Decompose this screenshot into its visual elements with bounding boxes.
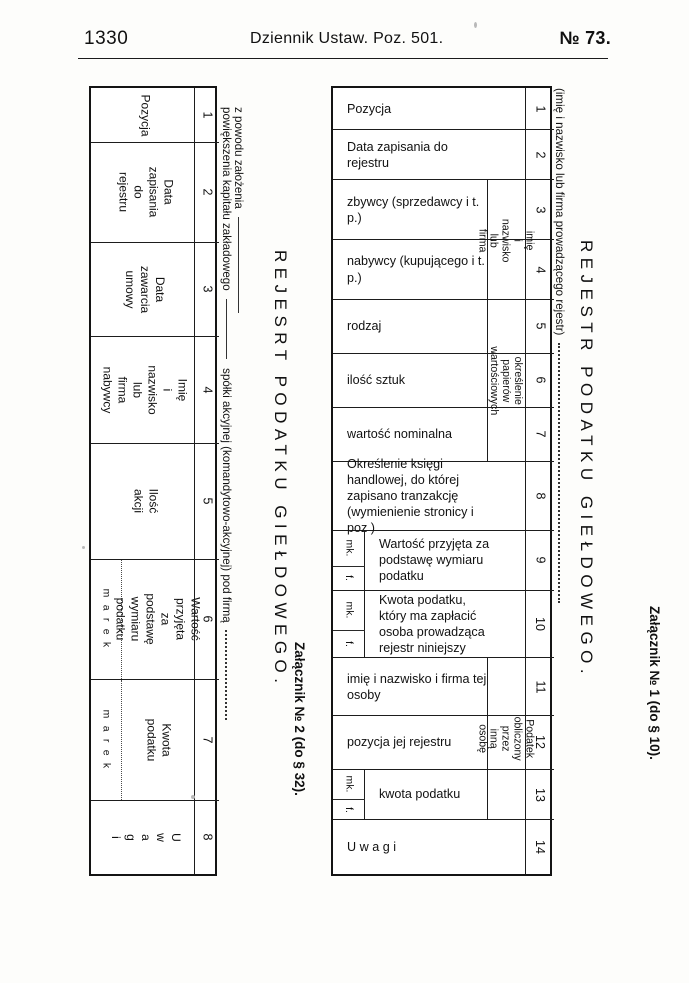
scan-speck (191, 795, 195, 799)
row-group-label-cell (487, 300, 522, 462)
row-number-cell (194, 801, 219, 874)
row-label: Kwota podatku, który ma zapłacić osoba prowadząca rejestr niniejszy (379, 592, 485, 656)
row-number-cell (525, 531, 554, 590)
row-label (123, 680, 193, 800)
row-label: rodzaj (347, 319, 382, 334)
currency-split-cell (333, 770, 365, 820)
row-label (97, 801, 193, 874)
row-group-label: Podatek obliczony przez inną osobę (476, 717, 536, 762)
row-number-cell (525, 130, 554, 179)
row-number: 8 (532, 492, 547, 500)
row-label: U w a g i (347, 839, 396, 854)
row-number-cell (194, 243, 219, 336)
row-label (114, 560, 203, 680)
row-label-text: Kwota podatku (143, 718, 173, 762)
row-label: imię i nazwisko i firma tej osoby (347, 671, 487, 702)
marek-label: m a r e k (100, 709, 112, 771)
row-label: zbywcy (sprzedawcy i t. p.) (347, 194, 480, 225)
row-group-label: określenie papierów wartościowych (488, 346, 524, 416)
table-row (91, 680, 219, 801)
row-number-cell (194, 560, 219, 680)
appendix-1-owner-caption (553, 88, 566, 603)
row-group-label-cell (476, 180, 536, 299)
currency-major-label: mk. (342, 601, 355, 619)
row-number: 14 (533, 840, 547, 854)
row-label: Data zapisania do rejestru (347, 139, 448, 170)
currency-minor-label: f. (343, 575, 355, 582)
row-number: 2 (532, 151, 547, 159)
currency-split-cell (333, 531, 365, 591)
currency-major-cell (333, 531, 365, 567)
row-number-cell (525, 658, 554, 715)
row-number: 13 (533, 787, 547, 802)
table-row (333, 130, 554, 180)
table-row (91, 243, 219, 337)
row-number-cell (194, 143, 219, 242)
table-row (333, 531, 554, 591)
appendix-2-reason-line-2 (220, 107, 233, 720)
table-row (91, 88, 219, 143)
row-number-cell (525, 354, 554, 407)
table-row (91, 337, 219, 444)
row-number: 9 (532, 556, 547, 564)
currency-minor-cell (333, 566, 365, 591)
row-number: 6 (532, 376, 547, 384)
row-number: 1 (199, 111, 214, 119)
row-number-cell (525, 462, 554, 530)
table-row (333, 88, 554, 130)
marek-column-cell (91, 680, 122, 800)
row-label: Wartość przyjęta za podstawę wymiaru podatku (379, 537, 490, 584)
currency-split-cell (333, 591, 365, 658)
appendix-1-annex-label: Załącznik № 1 (do § 10). (647, 606, 662, 760)
row-number: 4 (199, 386, 214, 394)
row-number-cell (194, 337, 219, 443)
row-label: Określenie księgi handlowej, do której zapisano tranzakcję (wymienienie stronicy i poz ) (347, 456, 474, 536)
row-number: 5 (532, 322, 547, 330)
table-row (333, 456, 554, 536)
row-number: 1 (532, 105, 547, 113)
row-number: 7 (199, 736, 214, 744)
appendix-2-reason-1-text: z powodu założenia (232, 107, 245, 209)
row-number-cell (525, 88, 554, 129)
row-number: 11 (532, 680, 547, 694)
row-label-text: Ilość akcji (131, 489, 160, 514)
folio-number: 1330 (84, 28, 129, 49)
row-number: 7 (532, 430, 547, 438)
issue-number: № 73. (559, 28, 611, 48)
table-row (91, 143, 219, 243)
header-rule (78, 58, 608, 59)
row-number-cell (525, 770, 554, 819)
currency-minor-cell (333, 799, 365, 820)
row-number-cell (525, 300, 554, 353)
row-group-label-cell (476, 658, 536, 820)
reason-dotted-rule (225, 630, 227, 720)
table-row (91, 560, 219, 681)
appendix-2-annex-label: Załącznik № 2 (do § 32). (292, 642, 307, 796)
appendix-1-owner-caption-text: (imię i nazwisko lub firma prowadzącego rejestr) (553, 88, 566, 336)
row-label (97, 337, 193, 443)
currency-major-cell (333, 770, 365, 800)
row-group-label: imię i nazwisko lub firma (476, 218, 536, 262)
row-label (97, 88, 193, 142)
row-label (97, 243, 193, 336)
table-row (333, 591, 554, 658)
row-number: 2 (199, 188, 214, 196)
page-header (0, 28, 689, 56)
row-label: kwota podatku (379, 787, 461, 802)
row-number-cell (525, 408, 554, 461)
currency-minor-label: f. (343, 806, 355, 813)
currency-major-label: mk. (342, 539, 355, 557)
owner-dotted-rule (558, 343, 560, 603)
currency-minor-label: f. (343, 641, 355, 647)
appendix-2-reason-line-1 (232, 107, 245, 313)
appendix-2-reason-3-text: spółki akcyjnej (komandytowo-akcyjnej) pod firmą (220, 368, 233, 623)
marek-label: m a r e k (100, 589, 112, 650)
table-appendix-2 (89, 86, 217, 876)
appendix-1-register-title: REJESTR PODATKU GIEŁDOWEGO. (577, 240, 596, 680)
scan-speck (82, 546, 85, 549)
row-label-text: Pozycja (138, 93, 153, 137)
row-number: 4 (532, 266, 547, 274)
row-label: wartość nominalna (347, 427, 452, 442)
row-label (97, 143, 193, 242)
scan-speck (474, 22, 477, 28)
row-number-cell (194, 680, 219, 800)
row-label-text: Data zawarcia umowy (123, 265, 168, 313)
reason-rule-1 (238, 217, 239, 313)
currency-minor-cell (333, 630, 365, 658)
currency-major-label: mk. (342, 776, 355, 793)
row-label (97, 444, 193, 558)
currency-major-cell (333, 591, 365, 631)
row-number: 10 (533, 617, 547, 631)
row-label: nabywcy (kupującego i t. p.) (347, 254, 485, 285)
row-label: pozycja jej rejestru (347, 735, 452, 750)
row-number-cell (194, 444, 219, 558)
table-appendix-1 (331, 86, 552, 876)
row-number: 6 (199, 615, 214, 623)
row-label-text: Data zapisania do rejestru (115, 166, 175, 218)
journal-title: Dziennik Ustaw. Poz. 501. (250, 30, 444, 47)
row-label-text: Imię i nazwisko lub firma nabywcy (100, 365, 190, 415)
row-number-cell (525, 820, 554, 874)
row-number-cell (525, 591, 554, 657)
appendix-2-register-title: REJESRT PODATKU GIEŁDOWEGO. (271, 250, 290, 689)
reason-rule-2 (226, 299, 227, 359)
row-number: 3 (532, 206, 547, 214)
row-number: 8 (199, 833, 214, 841)
row-label-text: Wartość przyjęta za podstawę wymiaru podatku (114, 593, 203, 646)
appendix-2-reason-2-text: powiększenia kapitału zakładowego (220, 107, 233, 291)
row-number: 3 (199, 285, 214, 293)
table-row (91, 801, 219, 874)
row-number-cell (194, 88, 219, 142)
row-label-text: U w a g i (108, 832, 183, 842)
row-label: Pozycja (347, 101, 392, 116)
row-number: 5 (199, 497, 214, 505)
row-number: 12 (533, 735, 547, 750)
table-row (91, 444, 219, 559)
row-label: ilość sztuk (347, 373, 406, 388)
table-row (333, 820, 554, 874)
